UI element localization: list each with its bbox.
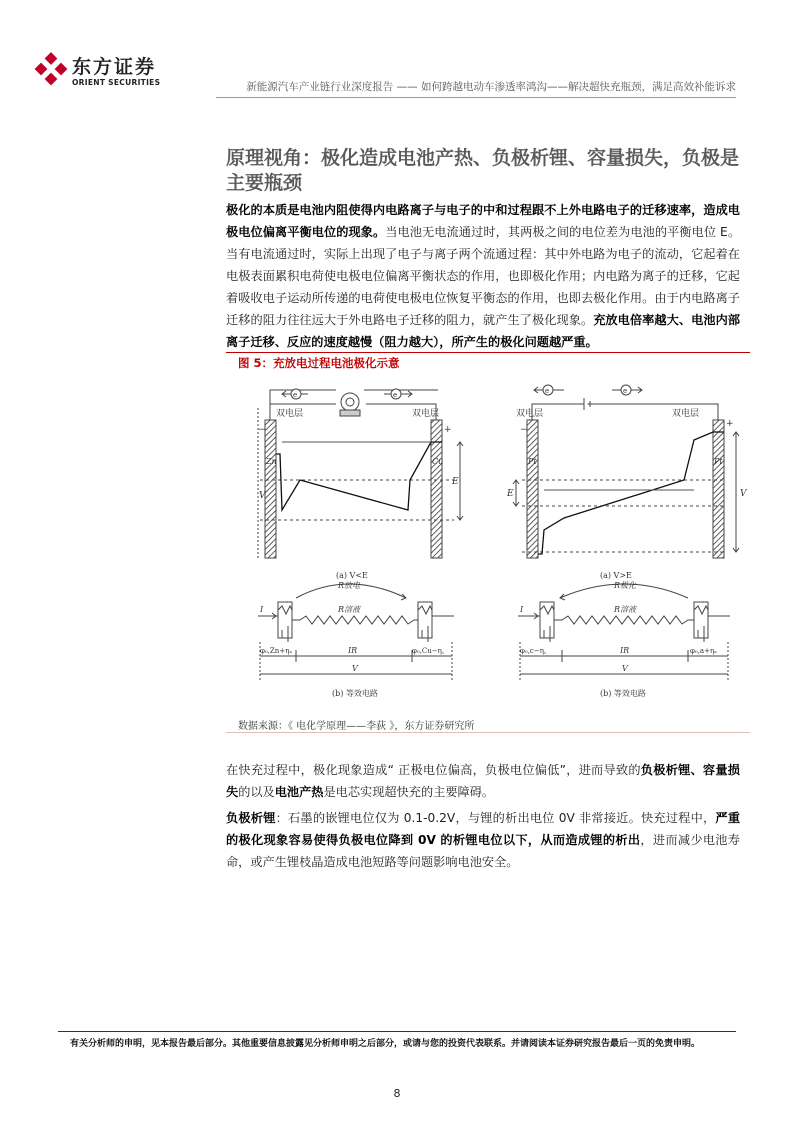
left-electrode-cu: Cu: [432, 457, 444, 466]
brand-name-cn: 东方证券: [72, 56, 157, 78]
section-title: 原理视角：极化造成电池产热、负极析锂、容量损失，负极是主要瓶颈: [226, 147, 740, 194]
paragraph-fast-charge-obstacles: [226, 759, 740, 803]
left-electron-label-1: e: [293, 391, 298, 399]
right-v-bottom: V: [622, 664, 628, 673]
left-e-label: E: [452, 477, 459, 487]
left-v-bottom: V: [352, 664, 358, 673]
right-e-label: E: [507, 489, 514, 499]
right-electrode-pt-l-label: Pt: [528, 457, 537, 466]
p1-bold-2: 充放电倍率越大、电池内部离子迁移、反应的速度越慢（阻力越大），所产生的极化问题越严重。: [226, 313, 741, 349]
right-panel: [513, 385, 739, 558]
right-electrode-pt-l: [527, 420, 538, 558]
p2-bold-2: 电池产热: [274, 785, 324, 799]
right-v-label: V: [740, 489, 747, 499]
p1-text-1: 当电池无电流通过时，其两极之间的电位差为电池的平衡电位 E。当有电流通过时，实际上出现了电子与离子两个流通过程：其中外电路为电子的流动，它起着在电极表面累积电荷使电极电位偏离平衡状态的作用，也即极化作用；内电路为离子的迁移，它起着吸收电子运动所传递的电荷使电极电位恢复平衡态的作用，也即去极化作用。由于内电路离子迁移的阻力往往远大于外电路电子迁移的阻力，就产生了极化现象。: [226, 225, 741, 327]
left-double-layer-r: 双电层: [412, 409, 440, 419]
left-r-top: R放电: [338, 581, 361, 590]
right-electron-label-1: e: [545, 387, 550, 395]
left-phi-right: φ₀,Cu−η꜀: [412, 647, 445, 655]
report-title: 新能源汽车产业链行业深度报告 —— 如何跨越电动车渗透率鸿沟——解决超快充瓶颈，满足高效补能诉求: [246, 81, 736, 93]
brand-logo-icon: [36, 54, 66, 84]
p3-bold-2: 严重的极化现象容易使得负极电位降到 0V 的析锂电位以下，从而造成锂的析出: [226, 811, 741, 847]
header-divider: [216, 97, 736, 98]
right-i-label: I: [520, 605, 524, 614]
footer-divider: [58, 1031, 736, 1032]
left-double-layer-l: 双电层: [276, 409, 304, 419]
figure-source: 数据来源：《 电化学原理——李荻 》，东方证券研究所: [238, 721, 475, 732]
right-ir: IR: [620, 646, 630, 655]
figure-caption: 图 5：充放电过程电池极化示意: [238, 356, 400, 370]
right-r-top: R极化: [614, 581, 637, 590]
right-phi-right: φ₀,a+ηₐ: [690, 647, 717, 655]
figure-top-rule: [226, 352, 750, 353]
left-caption-b: (b) 等效电路: [332, 689, 378, 698]
paragraph-lithium-plating: [226, 807, 740, 873]
left-v-label: V: [259, 491, 266, 501]
left-ir: IR: [348, 646, 358, 655]
left-potential-curve: [276, 442, 442, 510]
right-plus: +: [726, 419, 734, 429]
p2-text-1: 在快充过程中，极化现象造成“ 正极电位偏高，负极电位偏低”，进而导致的: [226, 763, 641, 777]
footer-disclaimer: 有关分析师的申明，见本报告最后部分。其他重要信息披露见分析师申明之后部分，或请与您的投资代表联系。并请阅读本证券研究报告最后一页的免责申明。: [70, 1039, 701, 1049]
right-electrode-pt-r-label: Pt: [714, 457, 723, 466]
right-potential-curve: [538, 432, 724, 554]
p1-bold-1: 极化的本质是电池内阻使得内电路离子与电子的中和过程跟不上外电路电子的迁移速率，造成电极电位偏离平衡电位的现象。: [226, 203, 740, 239]
right-minus: −: [520, 425, 528, 435]
brand-logo: [36, 50, 176, 90]
left-r-mid: R溶液: [338, 605, 361, 614]
figure-svg: [236, 380, 747, 705]
p2-text-3: 是电芯实现超快充的主要障碍。: [323, 785, 495, 799]
left-anode-zn: [265, 420, 276, 558]
p3-bold-1: 负极析锂: [226, 811, 276, 825]
right-caption-a: (a) V>E: [600, 571, 632, 580]
figure-bottom-rule: [226, 732, 750, 733]
p2-text-2: 的以及: [238, 785, 275, 799]
right-electrode-pt-r: [713, 420, 724, 558]
left-plus: +: [444, 425, 452, 435]
paragraph-polarization-essence: [226, 199, 740, 353]
right-caption-b: (b) 等效电路: [600, 689, 646, 698]
p3-text-2: ，进而减少电池寿命，或产生锂枝晶造成电池短路等问题影响电池安全。: [226, 833, 740, 869]
brand-name-en: ORIENT SECURITIES: [72, 78, 161, 87]
left-minus: −: [258, 425, 266, 435]
left-electron-label-2: e: [393, 391, 398, 399]
page-number: 8: [393, 1087, 401, 1100]
right-r-mid: R溶液: [614, 605, 637, 614]
left-i-label: I: [260, 605, 264, 614]
left-electrode-zn: Zn: [266, 457, 277, 466]
p2-bold-1: 负极析锂、容量损失: [226, 763, 740, 799]
right-double-layer-r: 双电层: [672, 409, 700, 419]
p3-text-1: ：石墨的嵌锂电位仅为 0.1-0.2V，与锂的析出电位 0V 非常接近。快充过程中，: [275, 811, 716, 825]
right-electron-label-2: e: [623, 387, 628, 395]
left-cathode-cu: [431, 420, 442, 558]
right-phi-left: φ₀,c−η꜀: [520, 647, 547, 655]
right-double-layer-l: 双电层: [516, 409, 544, 419]
left-caption-a: (a) V<E: [336, 571, 368, 580]
left-phi-left: φ₀,Zn+ηₐ: [260, 647, 293, 655]
figure-polarization-diagram: [236, 380, 747, 705]
